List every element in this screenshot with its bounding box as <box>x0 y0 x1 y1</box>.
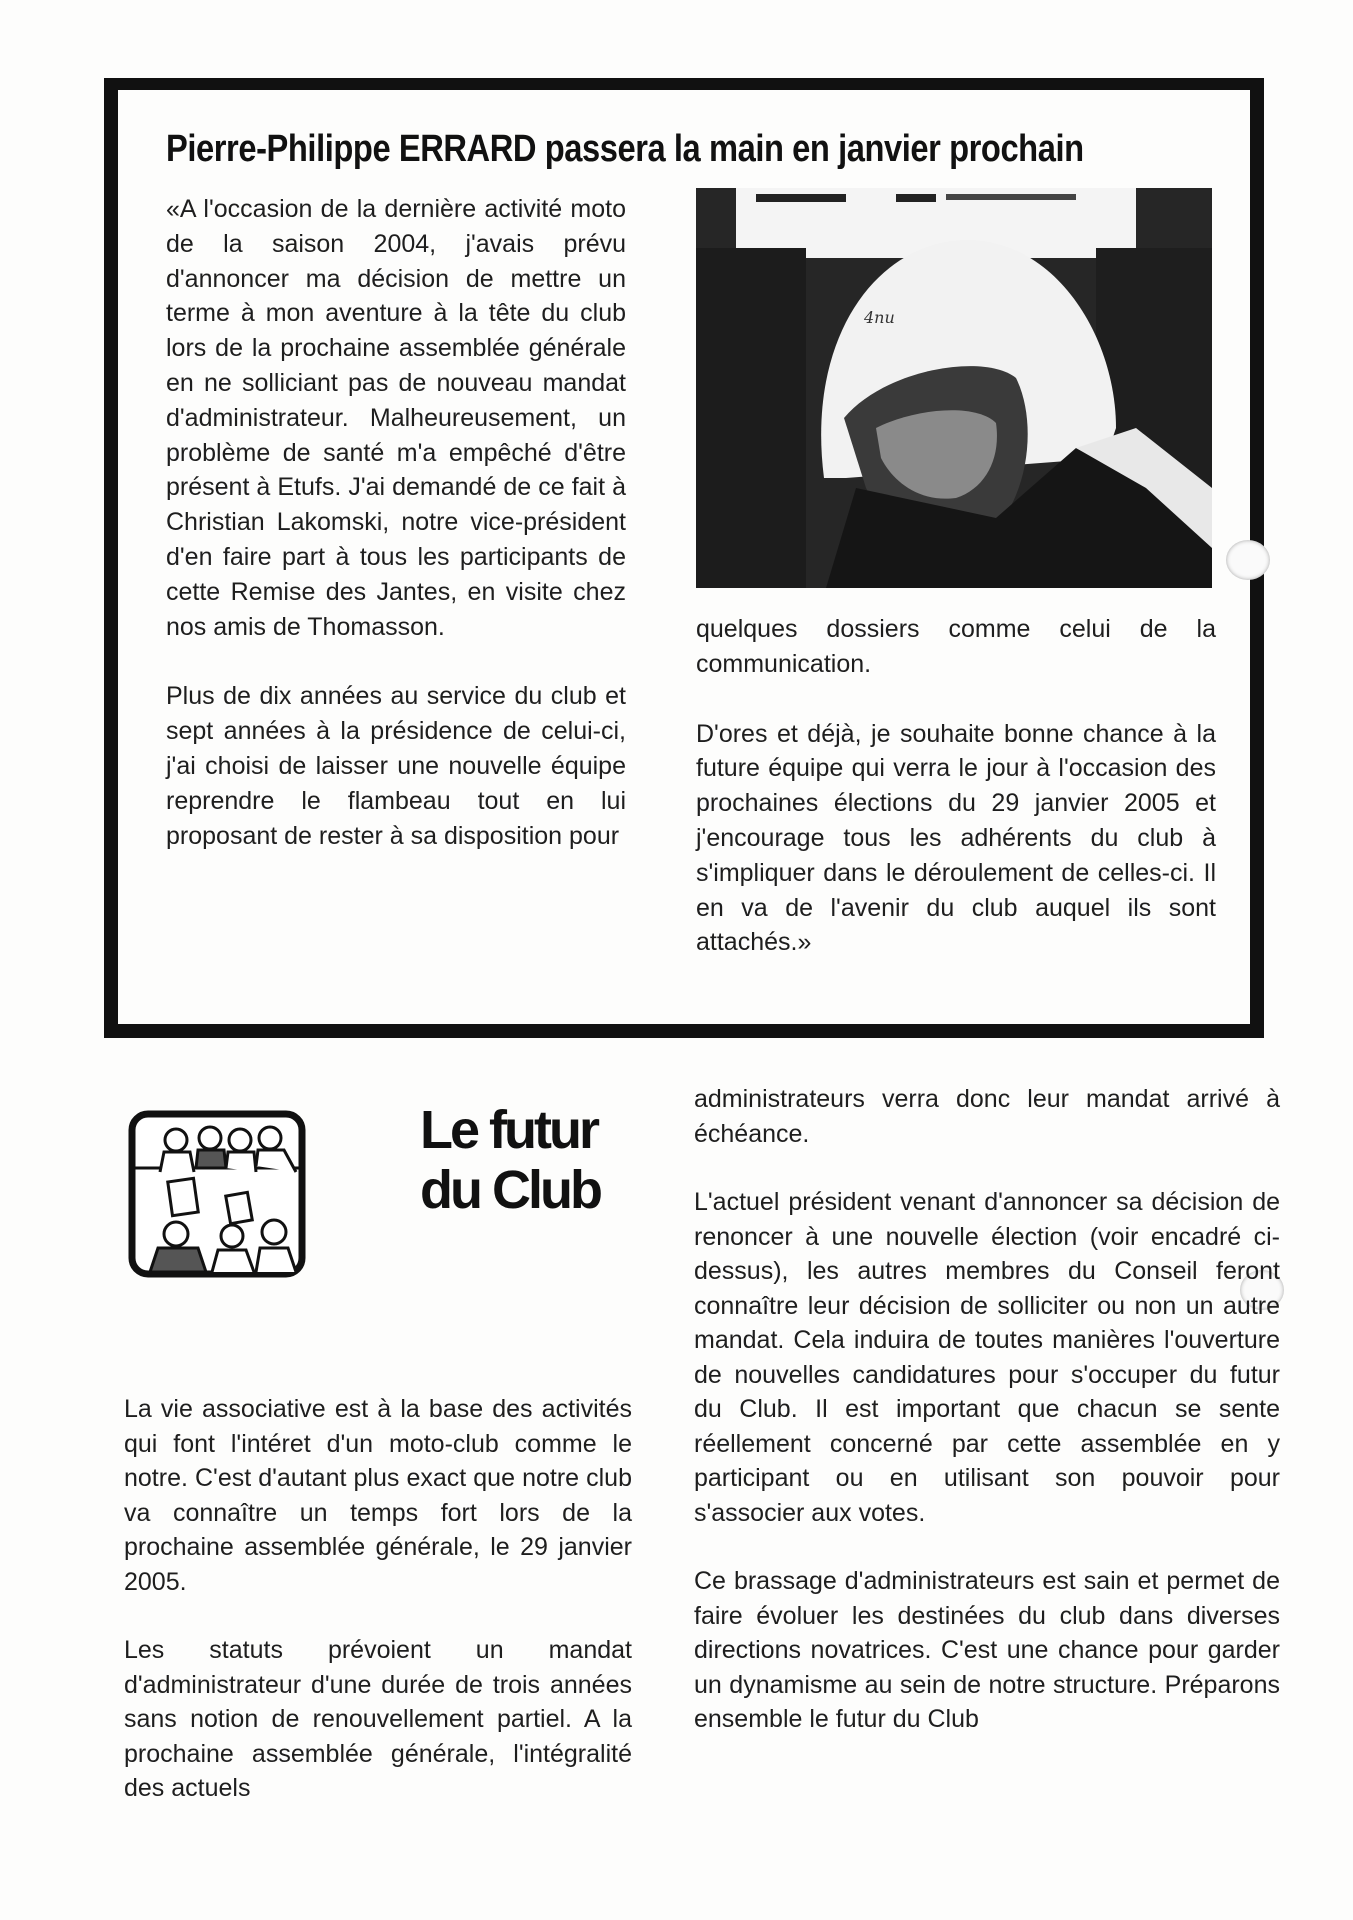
punch-hole <box>1226 540 1270 580</box>
boxed-article-right-column <box>696 612 1216 995</box>
boxed-article-title: Pierre-Philippe ERRARD passera la main en janvier prochain <box>166 128 1084 170</box>
paragraph: La vie associative est à la base des activités qui font l'intéret d'un moto-club comme le notre. C'est d'autant plus exact que notre club va connaître un temps fort lors de la prochaine assemblée générale, le 29 janvier 2005. <box>124 1395 632 1596</box>
boxed-article-frame <box>104 78 1264 1038</box>
paragraph: Les statuts prévoient un mandat d'administrateur d'une durée de trois années sans notion de renouvellement partiel. A la prochaine assemblée générale, l'intégralité des actuels <box>124 1636 632 1802</box>
paragraph: Ce brassage d'administrateurs est sain et permet de faire évoluer les destinées du club dans diverses directions novatrices. C'est une chance pour garder un dynamisme au sein de notre structure. Préparons ensemble le futur du Club <box>694 1567 1280 1733</box>
section-right-column <box>694 1082 1280 1771</box>
paragraph: «A l'occasion de la dernière activité moto de la saison 2004, j'avais prévu d'annoncer ma décision de mettre un terme à mon aventure à la tête du club lors de la prochaine assemblée générale en ne solliciant pas de nouveau mandat d'administrateur. Malheureusement, un problème de santé m'a empêché d'être présent à Etufs. J'ai demandé de ce fait à Christian Lakomski, notre vice-président d'en faire part à tous les participants de cette Remise des Jantes, en visite chez nos amis de Thomasson. <box>166 195 626 641</box>
helmet-portrait-photo <box>696 188 1212 588</box>
boxed-article-left-column <box>166 192 626 888</box>
paragraph: Plus de dix années au service du club et sept années à la présidence de celui-ci, j'ai choisi de laisser une nouvelle équipe reprendre le flambeau tout en lui proposant de rester à sa disposition pour <box>166 682 626 850</box>
meeting-people-icon <box>128 1110 306 1278</box>
paragraph: administrateurs verra donc leur mandat arrivé à échéance. <box>694 1085 1280 1148</box>
svg-text:4nu: 4nu <box>864 308 895 327</box>
section-title-line1: Le futur <box>420 1100 597 1160</box>
paragraph: L'actuel président venant d'annoncer sa décision de renoncer à une nouvelle élection (voir encadré ci-dessus), les autres membres du Conseil feront connaître leur décision de solliciter ou non un autre mandat. Cela induira de toutes manières l'ouverture de nouvelles candidatures pour s'occuper du futur du Club. Il est important que chacun se sente réellement concerné par cette assemblée en y participant ou en utilisant son pouvoir pour s'associer aux votes. <box>694 1188 1280 1527</box>
helmet-portrait-icon <box>696 188 1212 588</box>
section-left-column <box>124 1392 632 1840</box>
paragraph: quelques dossiers comme celui de la communication. <box>696 615 1216 678</box>
section-title <box>420 1100 600 1220</box>
section-title-line2: du Club <box>420 1160 600 1220</box>
paragraph: D'ores et déjà, je souhaite bonne chance à la future équipe qui verra le jour à l'occasion des prochaines élections du 29 janvier 2005 et j'encourage tous les adhérents du club à s'impliquer dans le déroulement de celles-ci. Il en va de l'avenir du club auquel ils sont attachés.» <box>696 719 1216 957</box>
